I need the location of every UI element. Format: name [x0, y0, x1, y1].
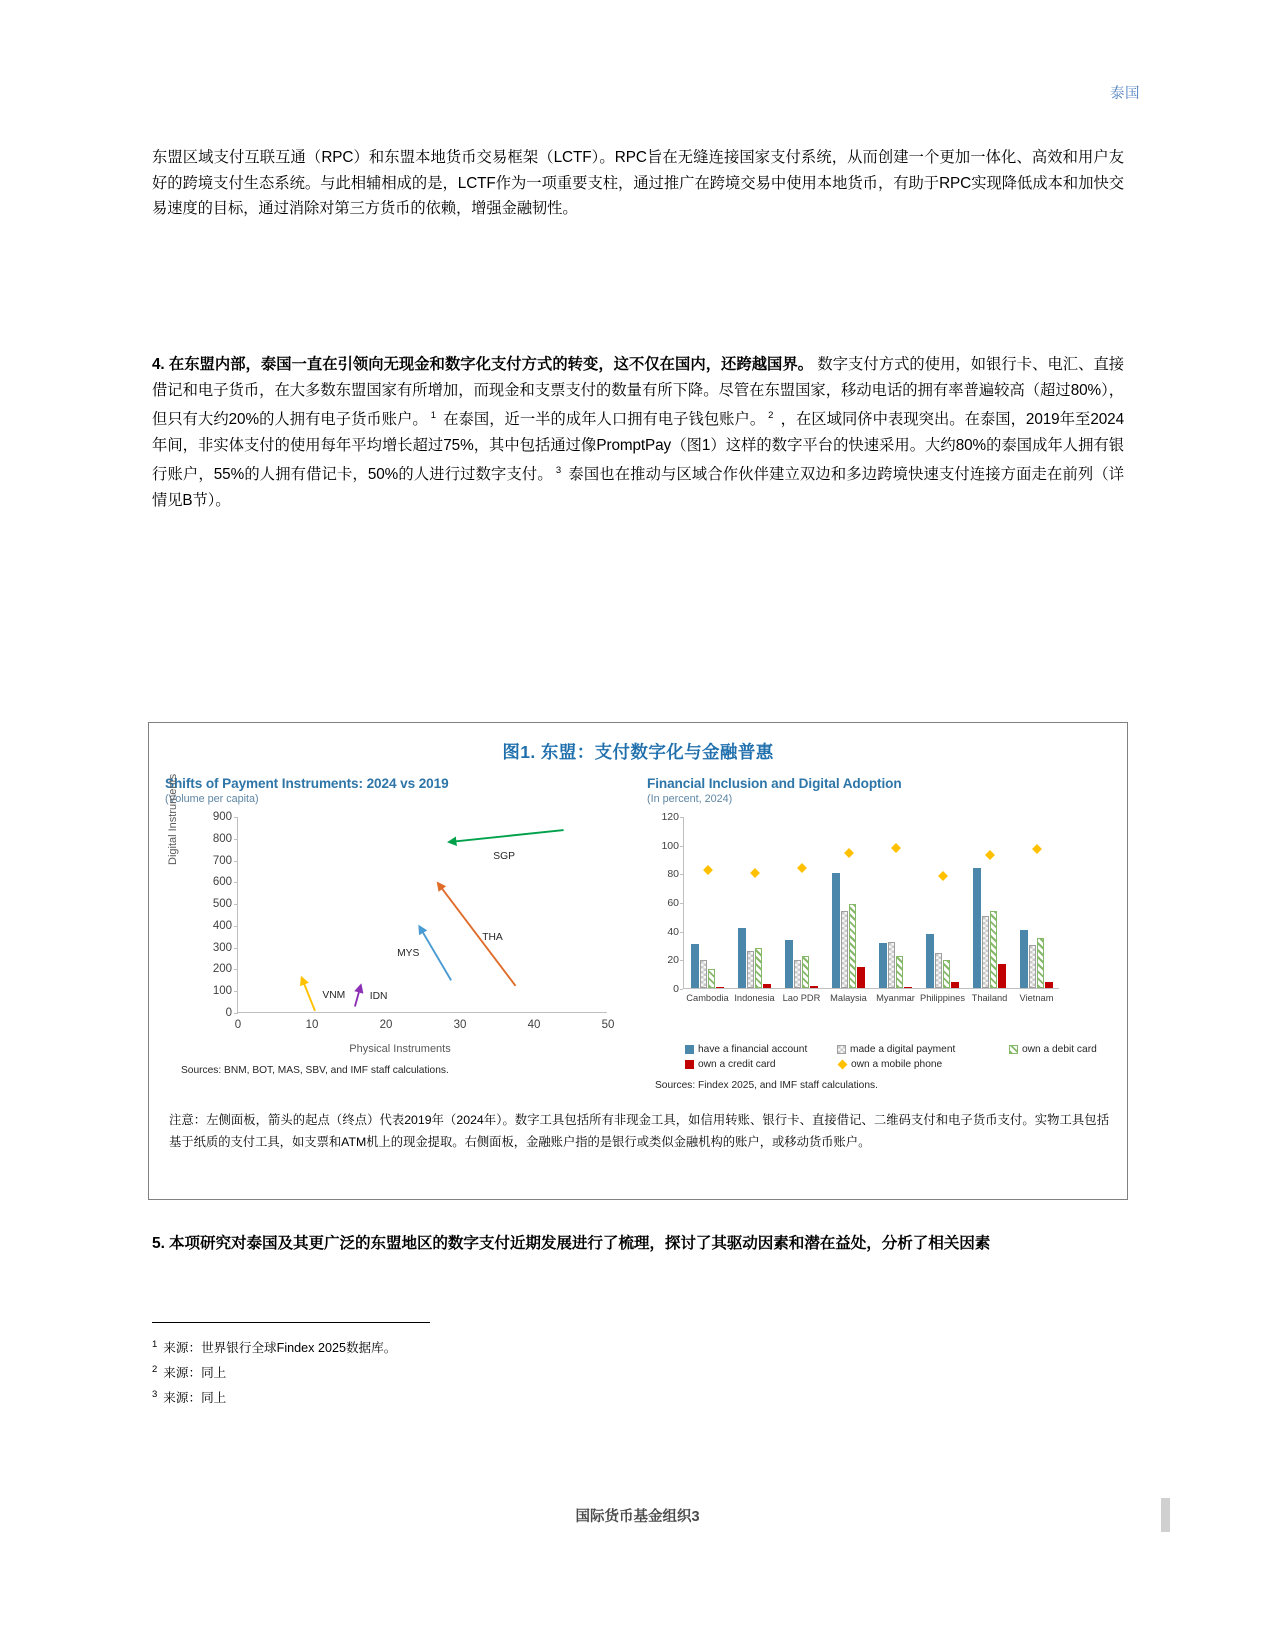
bar [802, 956, 809, 988]
series-label-sgp: SGP [493, 851, 516, 863]
arrow-vnm [302, 978, 315, 1011]
right-chart-y-tick: 120 [661, 811, 679, 823]
paragraph-3-text: 5. 本项研究对泰国及其更广泛的东盟地区的数字支付近期发展进行了梳理，探讨了其驱动因素和潜在益处，分析了相关因素 [152, 1235, 991, 1252]
left-chart-x-axis-label: Physical Instruments [349, 1043, 451, 1055]
right-chart-y-tick: 60 [667, 897, 679, 909]
bar [879, 943, 886, 988]
footnote-item [152, 1359, 852, 1384]
bar-group [1013, 817, 1060, 1003]
left-chart-plot-area [212, 811, 615, 1031]
paragraph-2-b: 在泰国，近一半的成年人口拥有电子钱包账户。 [438, 411, 766, 429]
bar [700, 960, 707, 988]
mobile-phone-marker [938, 871, 948, 881]
left-chart-y-tick: 0 [225, 1007, 232, 1019]
bar-group [778, 817, 825, 1003]
bar [1020, 930, 1027, 988]
legend-swatch-icon [685, 1045, 694, 1054]
paragraph-1-text: 东盟区域支付互联互通（RPC）和东盟本地货币交易框架（LCTF）。RPC旨在无缝连接国家支付系统，从而创建一个更加一体化、高效和用户友好的跨境支付生态系统。与此相辅相成的是，LCTF作为一项重要支柱，通过推广在跨境交易中使用本地货币，有助于RPC实现降低成本和加快交易速度的目标，通过消除对第三方货币的依赖，增强金融韧性。 [152, 149, 1124, 218]
category-label: Vietnam [1019, 993, 1054, 1003]
category-label: Myanmar [876, 993, 915, 1003]
left-chart-x-tick: 10 [305, 1019, 319, 1031]
figure-panels [149, 773, 1127, 1091]
category-label: Thailand [971, 993, 1008, 1003]
paragraph-2-d: 泰国也在推动与区域合作伙伴建立双边和多边跨境快速支付连接方面走在前列（详情见B节）。 [152, 466, 1124, 510]
right-panel-title: Financial Inclusion and Digital Adoption [647, 776, 902, 791]
bar [951, 982, 958, 988]
footnote-text: 来源：世界银行全球Findex 2025数据库。 [163, 1341, 397, 1356]
figure-note: 注意：左侧面板，箭头的起点（终点）代表2019年（2024年）。数字工具包括所有非现金工具，如信用转账、银行卡、直接借记、二维码支付和电子货币支付。实物工具包括基于纸质的支付工具，如支票和ATM机上的现金提取。右侧面板，金融账户指的是银行或类似金融机构的账户，或移动货币账户。 [169, 1113, 1109, 1149]
right-chart-y-tick: 80 [667, 868, 679, 881]
left-chart-y-axis-label: Digital Instruments [167, 773, 179, 865]
mobile-phone-marker [1032, 844, 1042, 854]
bar [888, 942, 895, 988]
bar [990, 911, 997, 988]
footnote-item [152, 1334, 852, 1359]
legend-item[interactable] [685, 1059, 837, 1070]
legend-label: have a financial account [698, 1044, 808, 1055]
legend-item[interactable] [685, 1044, 837, 1055]
right-chart-y-tick: 20 [667, 954, 679, 967]
paragraph-2-c: ，在区域同侪中表现突出。在泰国，2019年至2024年间，非实体支付的使用每年平均增长超过75%，其中包括通过像PromptPay（图1）这样的数字平台的快速采用。大约80%的泰国成年人拥有银行账户，55%的人拥有借记卡，50%的人进行过数字支付。 [152, 411, 1124, 484]
bar [1045, 982, 1052, 988]
category-label: Cambodia [686, 993, 729, 1003]
legend-item[interactable] [837, 1044, 1009, 1055]
footnote-text: 来源：同上 [163, 1366, 227, 1381]
footnote-text: 来源：同上 [163, 1391, 227, 1406]
left-chart-y-tick: 300 [212, 941, 232, 954]
left-chart-y-tick: 500 [212, 898, 232, 911]
footnote-list [152, 1334, 852, 1410]
right-chart-source: Sources: Findex 2025, and IMF staff calculations. [655, 1080, 878, 1091]
left-chart-x-tick: 30 [453, 1019, 467, 1031]
mobile-phone-marker [797, 863, 807, 873]
bar [691, 944, 698, 988]
bar [926, 934, 933, 988]
bar [896, 956, 903, 988]
footnote-number: 2 [152, 1364, 158, 1376]
paragraph-2-lead: 4. 在东盟内部，泰国一直在引领向无现金和数字化支付方式的转变，这不仅在国内，还跨越国界。 [152, 356, 814, 373]
arrow-tha [438, 883, 516, 986]
bar-group [919, 817, 966, 1003]
running-head: 泰国 [1110, 86, 1140, 102]
bar [763, 984, 770, 988]
bar [785, 940, 792, 988]
paragraph-3 [152, 1230, 1124, 1257]
series-label-vnm: VNM [322, 990, 346, 1001]
left-chart-x-tick: 50 [601, 1019, 615, 1031]
bar-group [966, 817, 1013, 1003]
legend-item[interactable] [1009, 1044, 1097, 1055]
category-label: Indonesia [734, 993, 775, 1003]
financial-inclusion-bar-chart [647, 813, 1067, 1018]
bar [708, 969, 715, 988]
legend-label: own a debit card [1022, 1044, 1097, 1055]
left-chart-y-tick: 600 [212, 876, 232, 889]
left-panel-title: Shifts of Payment Instruments: 2024 vs 2019 [165, 776, 449, 791]
bar [716, 987, 723, 988]
mobile-phone-marker [750, 868, 760, 878]
mobile-phone-marker [703, 865, 713, 875]
figure-1 [148, 722, 1128, 1200]
bar [943, 960, 950, 988]
series-label-idn: IDN [369, 991, 388, 1003]
bar [755, 948, 762, 988]
left-chart-x-tick: 40 [527, 1019, 541, 1031]
bar [794, 960, 801, 988]
footnote-separator [152, 1322, 430, 1323]
legend-swatch-icon [837, 1045, 846, 1054]
category-label: Philippines [920, 993, 965, 1003]
footnote-number: 3 [152, 1389, 158, 1401]
legend-row [685, 1059, 1109, 1070]
bar [1029, 945, 1036, 988]
bar [849, 904, 856, 988]
left-chart-source: Sources: BNM, BOT, MAS, SBV, and IMF staff calculations. [181, 1065, 449, 1076]
legend-label: own a mobile phone [851, 1059, 943, 1070]
left-chart-y-tick: 700 [212, 854, 232, 867]
legend-row [685, 1044, 1109, 1055]
legend-label: own a credit card [698, 1059, 776, 1070]
bar-group [684, 817, 731, 1003]
right-chart-y-tick: 40 [667, 925, 679, 938]
bar [1037, 938, 1044, 988]
right-panel [639, 776, 1109, 1091]
footnote-ref-2[interactable]: 2 [768, 410, 774, 422]
bar [982, 916, 989, 988]
arrow-sgp [449, 830, 564, 842]
series-label-mys: MYS [397, 948, 420, 960]
page-footer: 国际货币基金组织3 [575, 1509, 700, 1525]
bar [904, 987, 911, 988]
right-chart-y-tick: 0 [673, 983, 679, 995]
bar [738, 928, 745, 988]
bar-group [825, 817, 872, 1003]
footer-mark [1161, 1498, 1170, 1532]
left-chart-y-tick: 900 [212, 811, 232, 823]
bar-group [872, 817, 919, 1003]
bar [832, 873, 839, 988]
bar [935, 953, 942, 988]
bar [973, 868, 980, 988]
bar [841, 911, 848, 988]
left-chart-x-tick: 0 [234, 1019, 242, 1031]
right-panel-subtitle: (In percent, 2024) [647, 793, 733, 805]
mobile-phone-marker [844, 848, 854, 858]
legend-swatch-icon [685, 1060, 694, 1069]
legend-swatch-icon [1009, 1045, 1018, 1054]
left-chart-arrows [238, 817, 608, 1013]
footnote-ref-1[interactable]: 1 [430, 410, 436, 422]
bar [998, 964, 1005, 988]
paragraph-2-a: 数字支付方式的使用，如银行卡、电汇、直接借记和电子货币，在大多数东盟国家有所增加，而现金和支票支付的数量有所下降。尽管在东盟国家，移动电话的拥有率普遍较高（超过80%），但只有大约20%的人拥有电子货币账户。 [152, 356, 1124, 429]
right-chart-plot-area [661, 811, 1059, 1003]
paragraph-2 [152, 352, 1124, 514]
bar [747, 951, 754, 988]
left-chart-y-tick: 200 [212, 963, 232, 976]
footnote-item [152, 1384, 852, 1409]
bar-group [731, 817, 778, 1003]
left-panel-subtitle: (Volume per capita) [165, 793, 259, 805]
category-label: Malaysia [830, 993, 867, 1003]
left-chart-y-tick: 400 [212, 919, 232, 932]
legend-swatch-icon [838, 1060, 848, 1070]
mobile-phone-marker [891, 843, 901, 853]
series-label-tha: THA [482, 931, 503, 943]
bar [857, 967, 864, 988]
arrow-mys [419, 926, 451, 980]
left-chart-x-tick: 20 [379, 1019, 393, 1031]
legend-label: made a digital payment [850, 1044, 956, 1055]
right-chart-legend [685, 1044, 1109, 1070]
figure-title: 图1. 东盟：支付数字化与金融普惠 [502, 742, 774, 762]
left-chart-y-tick: 100 [212, 985, 232, 998]
category-label: Lao PDR [782, 993, 821, 1003]
paragraph-1 [152, 145, 1124, 222]
right-chart-y-tick: 100 [661, 839, 679, 852]
footnote-number: 1 [152, 1339, 158, 1350]
footnote-ref-3[interactable]: 3 [555, 465, 561, 477]
left-panel [149, 773, 639, 1091]
mobile-phone-marker [985, 850, 995, 860]
left-chart-y-tick: 800 [212, 832, 232, 845]
legend-item[interactable] [837, 1059, 942, 1070]
bar [810, 986, 817, 988]
arrow-idn [355, 985, 361, 1006]
